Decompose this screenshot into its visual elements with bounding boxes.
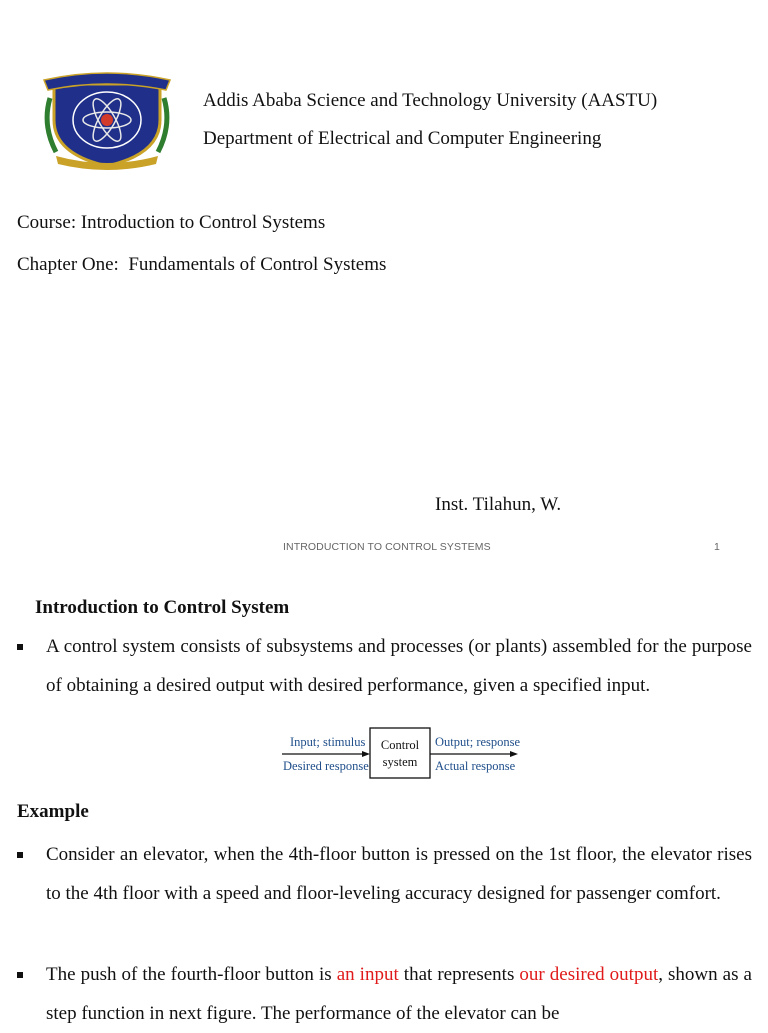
diagram-output-bottom: Actual response bbox=[435, 759, 516, 773]
diagram-input-top: Input; stimulus bbox=[290, 735, 366, 749]
bullet-marker bbox=[17, 852, 23, 858]
chapter-title: Chapter One: Fundamentals of Control Systems bbox=[17, 254, 387, 275]
diagram-box-line2: system bbox=[382, 755, 418, 769]
course-title: Course: Introduction to Control Systems bbox=[17, 212, 326, 233]
bullet-marker bbox=[17, 972, 23, 978]
section-title: Introduction to Control System bbox=[35, 597, 290, 618]
control-system-box bbox=[370, 728, 430, 778]
output-arrowhead-icon bbox=[510, 751, 518, 757]
university-logo bbox=[36, 70, 178, 172]
bullet-elevator: Consider an elevator, when the 4th-floor button is pressed on the 1st floor, the elevator rises to the 4th floor with a speed and floor-leveling accuracy designed for passenger comfort. bbox=[46, 844, 752, 904]
input-arrowhead-icon bbox=[362, 751, 370, 757]
diagram-box-line1: Control bbox=[380, 738, 420, 752]
example-heading: Example bbox=[17, 801, 89, 822]
diagram-output-top: Output; response bbox=[435, 735, 520, 749]
aastu-seal-icon bbox=[36, 70, 178, 172]
instructor-name: Inst. Tilahun, W. bbox=[435, 494, 562, 515]
bullet-definition: A control system consists of subsystems and processes (or plants) assembled for the purpose of obtaining a desired output with desired performance, given a specified input. bbox=[46, 636, 752, 696]
highlight-desired-output: our desired output bbox=[519, 964, 659, 985]
university-name: Addis Ababa Science and Technology University (AASTU) bbox=[203, 90, 658, 111]
control-system-block-diagram bbox=[280, 724, 520, 782]
bullet-marker bbox=[17, 644, 23, 650]
page-number: 1 bbox=[714, 541, 720, 553]
slide-footer: INTRODUCTION TO CONTROL SYSTEMS bbox=[283, 541, 491, 553]
highlight-input: an input bbox=[336, 964, 399, 985]
bullet-input-description: The push of the fourth-floor button is an input that represents our desired output, shown as a step function in next figure. The performance of the elevator can be bbox=[46, 964, 752, 1024]
department-name: Department of Electrical and Computer Engineering bbox=[203, 128, 602, 149]
diagram-input-bottom: Desired response bbox=[283, 759, 369, 773]
